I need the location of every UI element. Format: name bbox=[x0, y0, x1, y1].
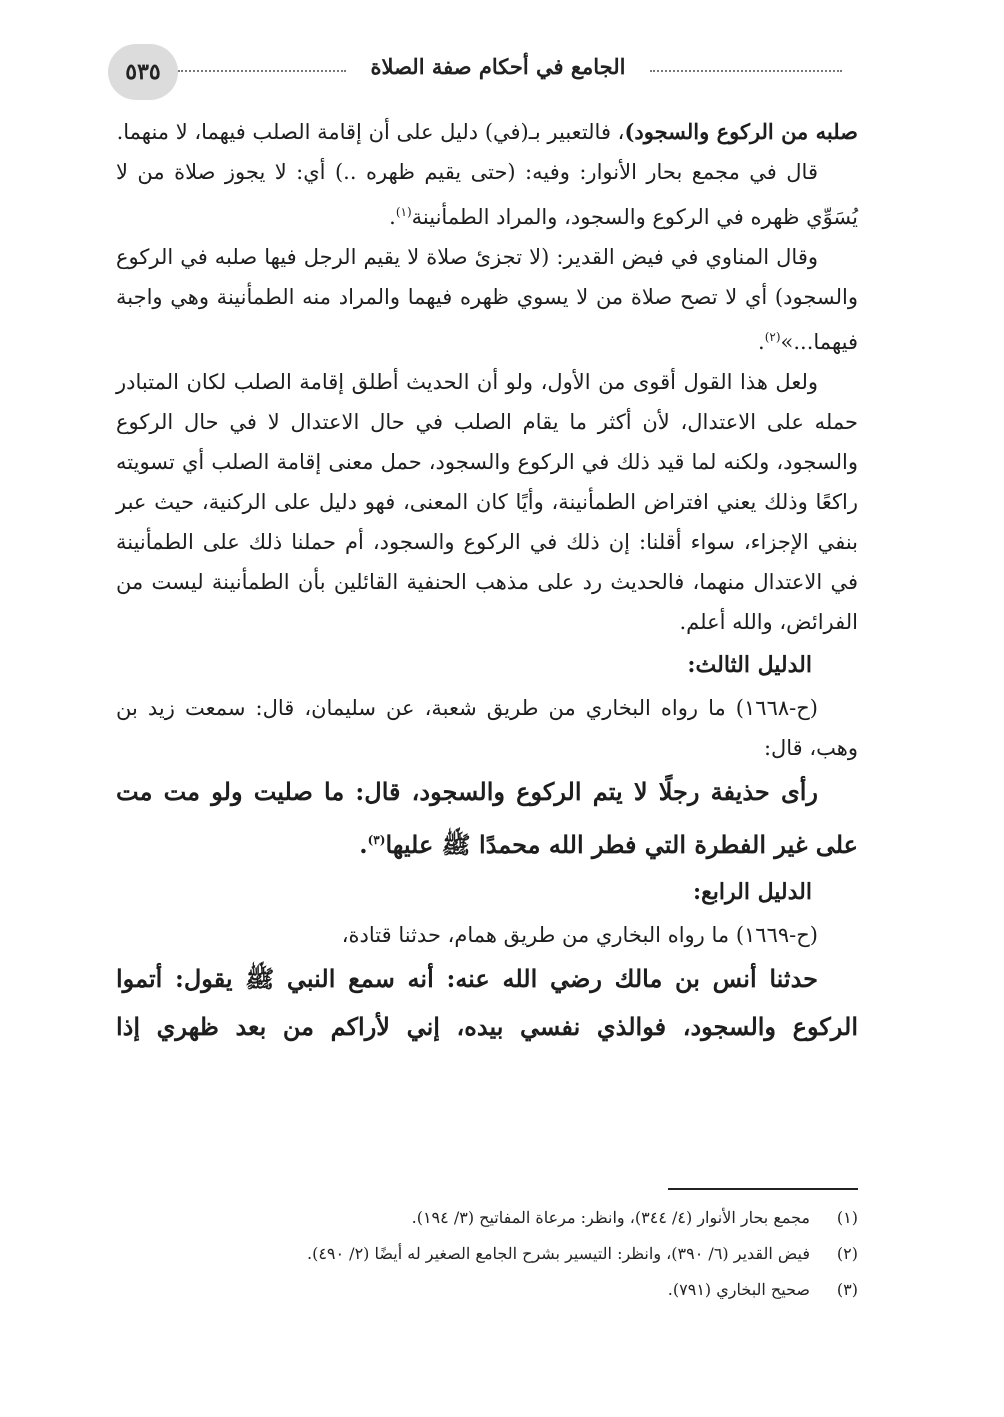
hadith-third-text: رأى حذيفة رجلًا لا يتم الركوع والسجود، قال: ما صليت ولو مت مت على غير الفطرة التي فطر الله محمدًا ﷺ عليها bbox=[116, 777, 858, 859]
heading-fourth-evidence: الدليل الرابع: bbox=[692, 879, 812, 905]
footnote-1 bbox=[116, 1200, 858, 1236]
header-dotted-rule-left bbox=[178, 70, 346, 72]
hadith-third-end: . bbox=[359, 830, 368, 859]
page-header bbox=[108, 44, 858, 100]
paragraph-1-rest: ، فالتعبير بـ(في) دليل على أن إقامة الصلب فيهما، لا منهما. bbox=[116, 120, 625, 144]
paragraph-2-text: قال في مجمع بحار الأنوار: وفيه: (حتى يقيم ظهره ..) أي: لا يجوز صلاة من لا يُسَوِّي ظهره في الركوع والسجود، والمراد الطمأنينة bbox=[116, 160, 858, 229]
paragraph-2-end: . bbox=[389, 205, 396, 229]
hadith-fourth: حدثنا أنس بن مالك رضي الله عنه: أنه سمع النبي ﷺ يقول: أتموا الركوع والسجود، فوالذي نفسي بيده، إني لأراكم من بعد ظهري إذا bbox=[116, 964, 858, 1041]
footnote-number: (٣) bbox=[836, 1280, 858, 1299]
hadith-third bbox=[116, 768, 858, 869]
paragraph-5: (ح-١٦٦٨) ما رواه البخاري من طريق شعبة، عن سليمان، قال: سمعت زيد بن وهب، قال: bbox=[116, 696, 858, 760]
main-text bbox=[116, 112, 858, 1051]
paragraph-3-text: وقال المناوي في فيض القدير: (لا تجزئ صلاة لا يقيم الرجل فيها صلبه في الركوع والسجود) أي لا تصح صلاة من لا يسوي ظهره فيهما والمراد منه الطمأنينة وهي واجبة فيهما...» bbox=[116, 245, 858, 354]
heading-third-evidence: الدليل الثالث: bbox=[687, 652, 812, 678]
footnote-text: صحيح البخاري (٧٩١). bbox=[667, 1280, 810, 1299]
footnote-text: مجمع بحار الأنوار (٤/ ٣٤٤)، وانظر: مرعاة المفاتيح (٣/ ١٩٤). bbox=[411, 1208, 810, 1227]
paragraph-3 bbox=[116, 237, 858, 362]
paragraph-6: (ح-١٦٦٩) ما رواه البخاري من طريق همام، حدثنا قتادة، bbox=[341, 923, 818, 947]
footnotes bbox=[116, 1200, 858, 1308]
footnote-number: (٢) bbox=[836, 1244, 858, 1263]
header-dotted-rule-right bbox=[650, 70, 842, 72]
footnote-text: فيض القدير (٦/ ٣٩٠)، وانظر: التيسير بشرح الجامع الصغير له أيضًا (٢/ ٤٩٠). bbox=[306, 1244, 810, 1263]
paragraph-3-end: . bbox=[758, 330, 765, 354]
footnote-2 bbox=[116, 1236, 858, 1272]
footnote-separator bbox=[668, 1188, 858, 1190]
footnote-ref-3[interactable]: (٣) bbox=[367, 833, 386, 847]
paragraph-1 bbox=[116, 112, 858, 152]
footnote-ref-1[interactable]: (١) bbox=[395, 205, 412, 219]
footnote-number: (١) bbox=[836, 1208, 858, 1227]
running-title: الجامع في أحكام صفة الصلاة bbox=[370, 54, 626, 79]
paragraph-1-bold: صلبه من الركوع والسجود) bbox=[624, 119, 858, 144]
footnote-3 bbox=[116, 1272, 858, 1308]
paragraph-2 bbox=[116, 152, 858, 237]
page-number: ٥٣٥ bbox=[108, 44, 178, 100]
footnote-ref-2[interactable]: (٢) bbox=[764, 330, 781, 344]
paragraph-4: ولعل هذا القول أقوى من الأول، ولو أن الحديث أطلق إقامة الصلب لكان المتبادر حمله على الاعتدال، لأن أكثر ما يقام الصلب في حال الاعتدال لا في حال الركوع والسجود، ولكنه لما قيد ذلك في الركوع والسجود، حمل معنى إقامة الصلب أي تسويته راكعًا وذلك يعني افتراض الطمأنينة، وأيًا كان المعنى، فهو دليل على الركنية، حيث عبر بنفي الإجزاء، سواء أقلنا: إن ذلك في الركوع والسجود، أم حملنا ذلك على الطمأنينة في الاعتدال منهما، فالحديث رد على مذهب الحنفية القائلين بأن الطمأنينة ليست من الفرائض، والله أعلم. bbox=[116, 370, 858, 634]
